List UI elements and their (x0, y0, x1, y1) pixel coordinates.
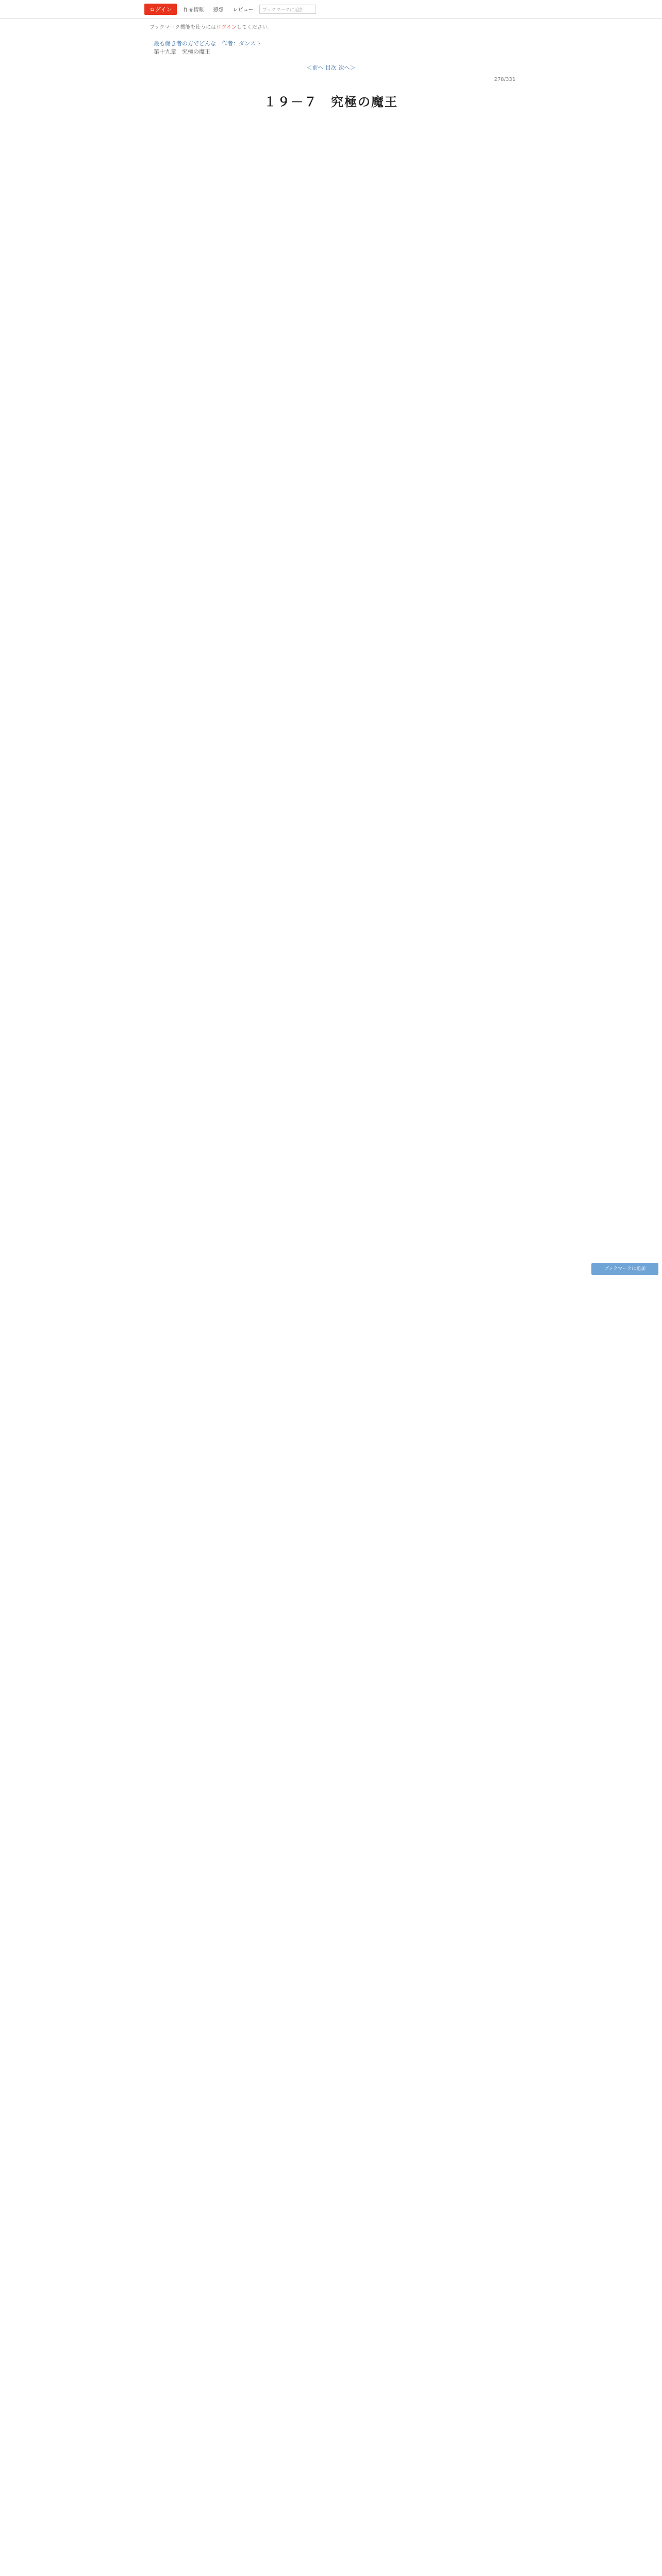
prev-link[interactable]: ＜前へ (306, 64, 324, 71)
work-title-link[interactable]: 最も働き者の方でどんな 作者：ダンスト (154, 40, 261, 47)
notice: ブックマーク機能を使うにはログインしてください。 (150, 25, 273, 30)
header (0, 0, 662, 19)
page-title: １９－７ 究極の魔王 (264, 95, 398, 109)
chapter-body (0, 110, 662, 2576)
pager-top (0, 63, 662, 72)
page-number: 278/331 (494, 77, 516, 82)
notice-login-link[interactable]: ログイン (216, 25, 237, 30)
next-link[interactable]: 次へ＞ (338, 64, 356, 71)
chapter-label: 第十九章 究極の魔王 (154, 48, 210, 55)
nav-item-review[interactable]: レビュー (233, 7, 254, 13)
toc-link[interactable]: 目次 (325, 64, 337, 71)
floating-bookmark-button[interactable]: ブックマークに追加 (591, 1263, 658, 1275)
bookmark-field[interactable]: ブックマークに追加 (259, 5, 316, 14)
breadcrumb (0, 30, 662, 56)
nav-item-info[interactable]: 作品情報 (183, 7, 204, 13)
nav-item-reviews[interactable]: 感想 (213, 7, 224, 13)
login-button[interactable]: ログイン (144, 4, 177, 15)
